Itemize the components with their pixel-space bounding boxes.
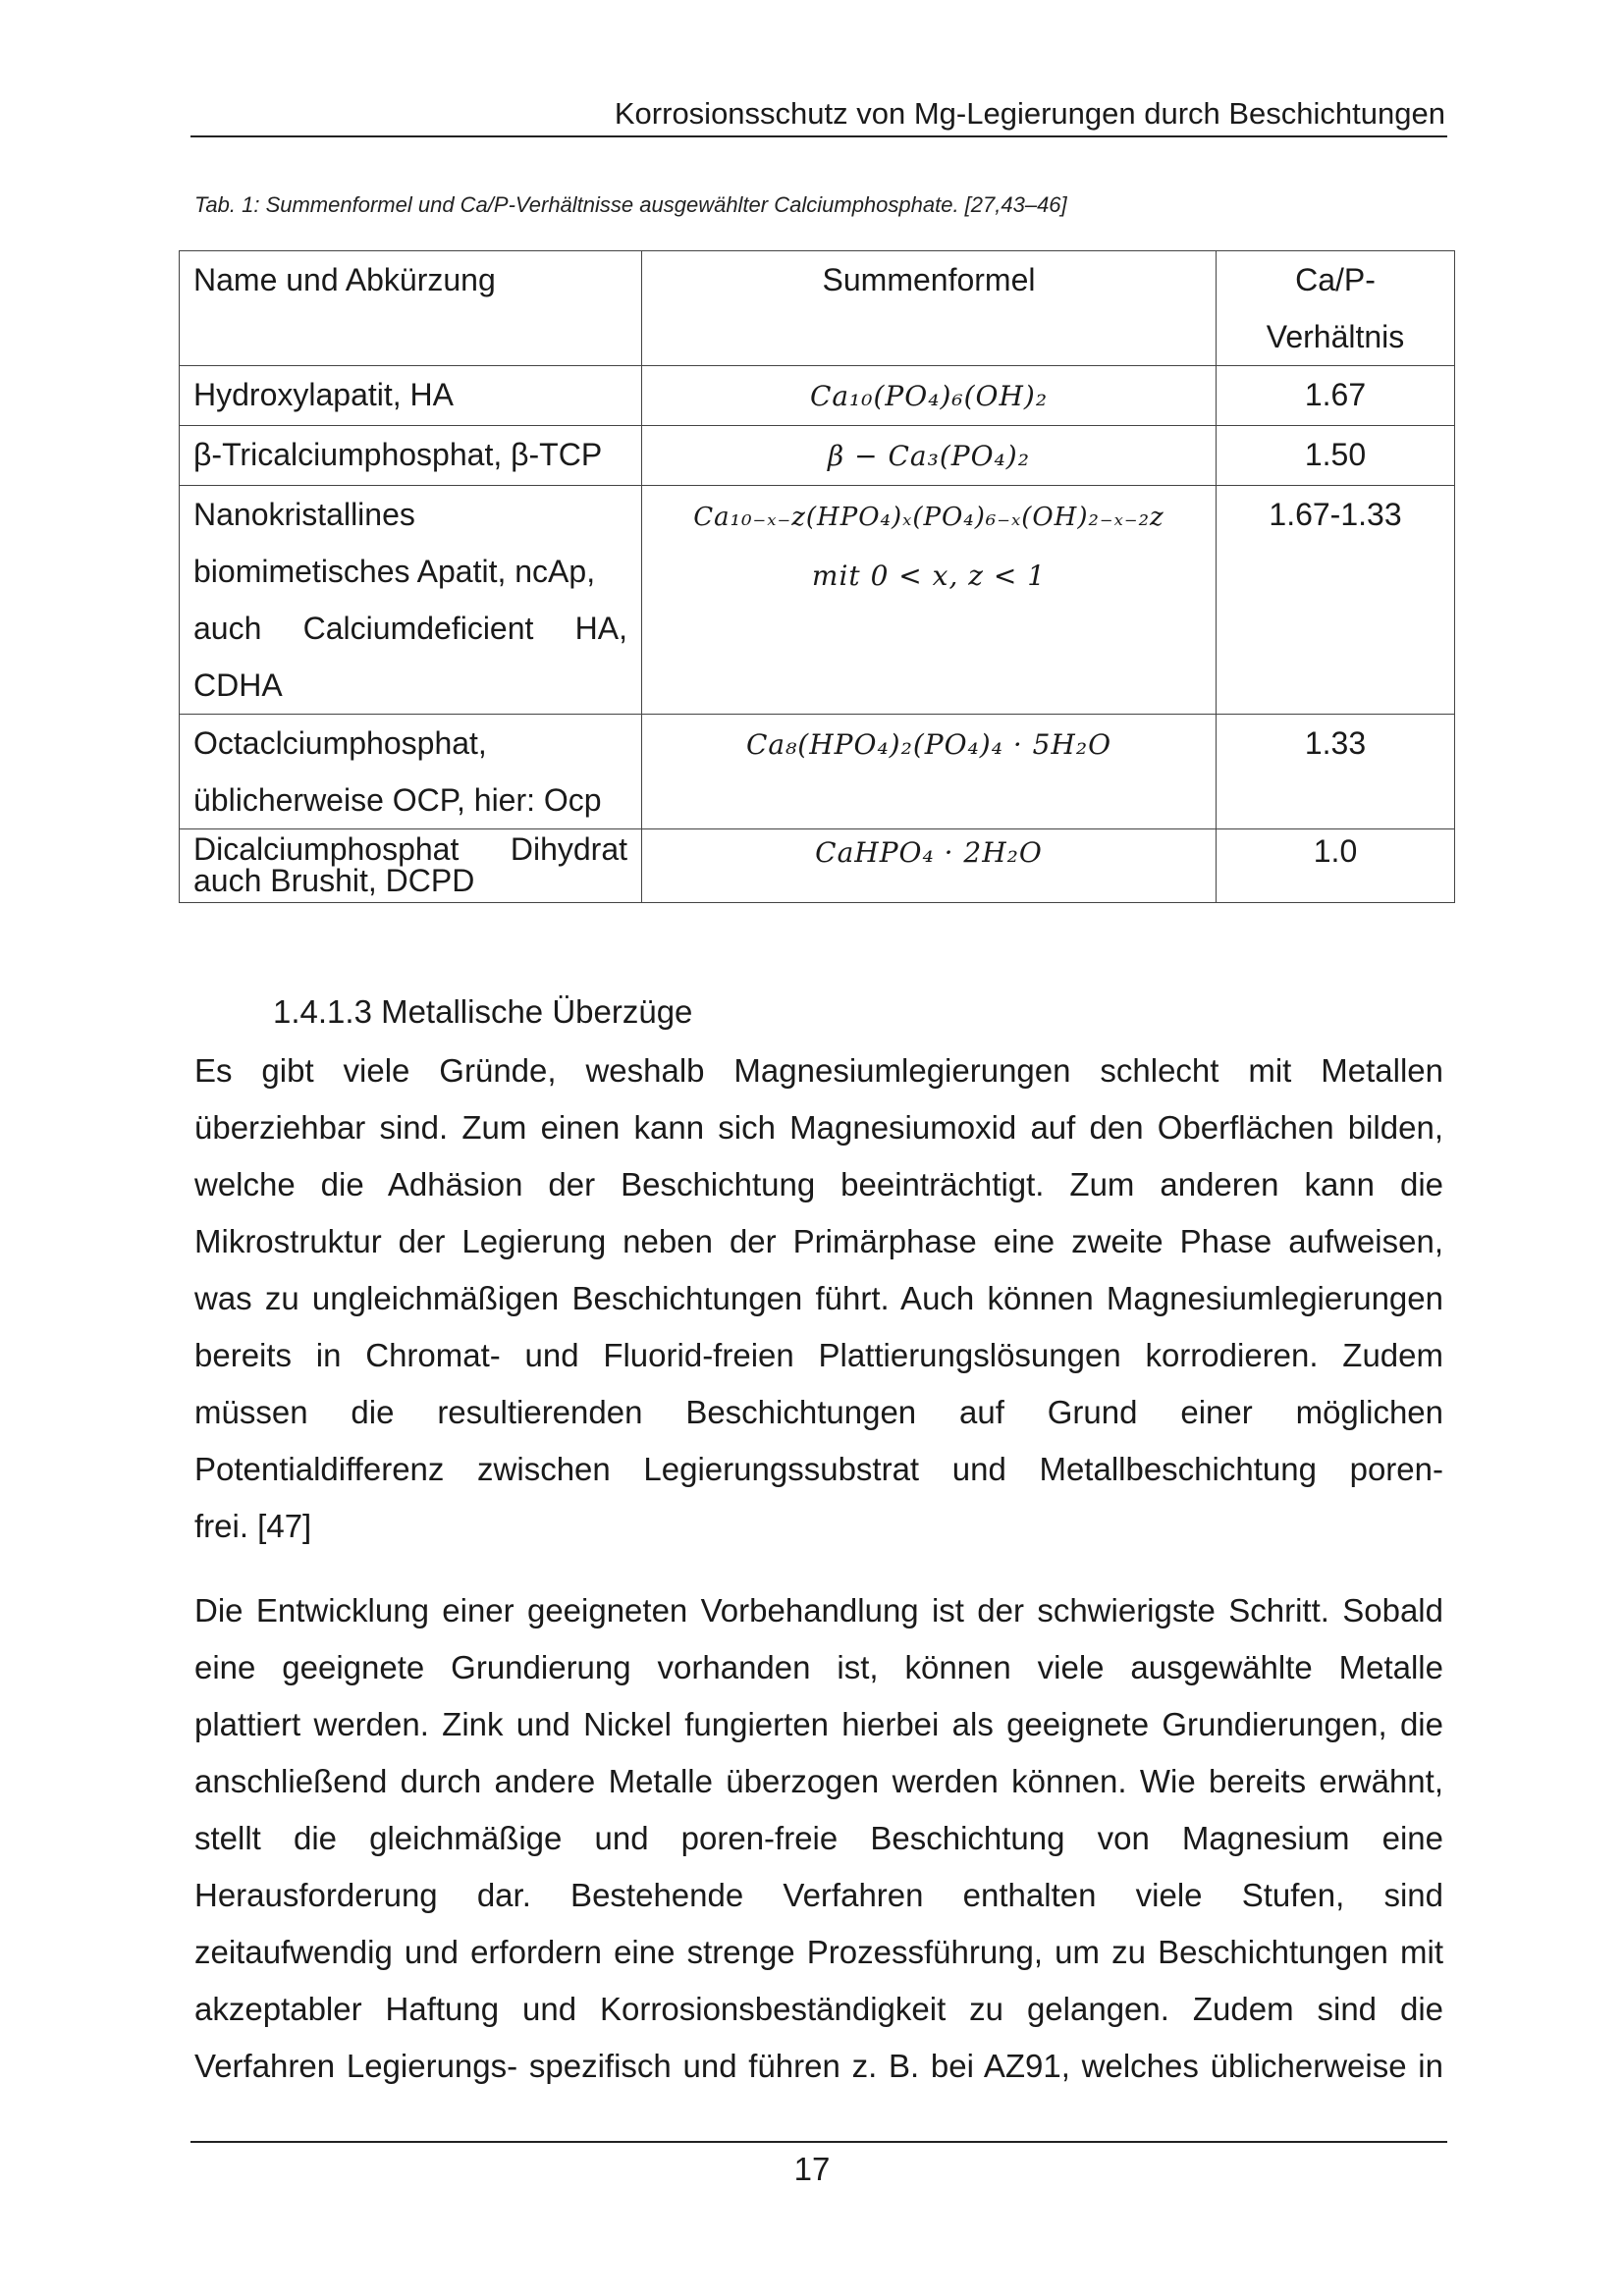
paragraph-line: frei. [47] (194, 1508, 312, 1544)
paragraph-line: überziehbar sind. Zum einen kann sich Magnesiumoxid auf den Oberflächen bilden, (194, 1109, 1443, 1146)
table-row (180, 486, 1455, 715)
row-name (180, 715, 642, 829)
row-formula (642, 829, 1217, 903)
formula-ocp: Ca₈(HPO₄)₂(PO₄)₄ · 5H₂O (745, 728, 1112, 761)
row-ratio: 1.50 (1217, 426, 1455, 486)
table-caption: Tab. 1: Summenformel und Ca/P-Verhältnisse ausgewählter Calciumphosphate. [27,43–46] (194, 192, 1067, 217)
paragraph-line: plattiert werden. Zink und Nickel fungierten hierbei als geeignete Grundierungen, die (194, 1706, 1443, 1742)
page-number: 17 (793, 2151, 831, 2187)
row-name: Hydroxylapatit, HA (180, 366, 642, 426)
paragraph-line: welche die Adhäsion der Beschichtung beeinträchtigt. Zum anderen kann die (194, 1166, 1443, 1202)
footer-rule (190, 2141, 1447, 2143)
paragraph-line: akzeptabler Haftung und Korrosionsbeständigkeit zu gelangen. Zudem sind die (194, 1991, 1443, 2027)
row-name (180, 829, 642, 903)
row-name (180, 486, 642, 715)
formula-tcp: β − Ca₃(PO₄)₂ (828, 440, 1030, 472)
row-name-line: Nanokristallines (193, 497, 415, 532)
table-row (180, 715, 1455, 829)
table-row (180, 426, 1455, 486)
paragraph-line: Herausforderung dar. Bestehende Verfahren enthalten viele Stufen, sind (194, 1877, 1443, 1913)
row-name-line: biomimetisches Apatit, ncAp, (193, 554, 596, 589)
paragraph-line: Mikrostruktur der Legierung neben der Primärphase eine zweite Phase aufweisen, (194, 1223, 1443, 1259)
paragraph-line: Verfahren Legierungs- spezifisch und führen z. B. bei AZ91, welches üblicherweise in (194, 2048, 1443, 2084)
header-ratio-line-1: Ca/P- (1295, 262, 1376, 297)
paragraph-line: Die Entwicklung einer geeigneten Vorbehandlung ist der schwierigste Schritt. Sobald (194, 1592, 1443, 1629)
row-name-line: auch Calciumdeficient HA, (193, 611, 627, 646)
paragraph-line: bereits in Chromat- und Fluorid-freien Plattierungslösungen korrodieren. Zudem (194, 1337, 1443, 1373)
section-heading: 1.4.1.3 Metallische Überzüge (273, 993, 693, 1030)
row-name-line: Octaclciumphosphat, (193, 725, 487, 761)
row-formula (642, 486, 1217, 715)
row-name-line: Dicalciumphosphat Dihydrat (193, 831, 627, 867)
calcium-phosphate-table (179, 250, 1455, 903)
formula-ha: Ca₁₀(PO₄)₆(OH)₂ (809, 380, 1049, 412)
paragraph-line: müssen die resultierenden Beschichtungen auf Grund einer möglichen (194, 1394, 1443, 1430)
row-ratio: 1.33 (1217, 715, 1455, 829)
paragraph-2 (194, 1582, 1443, 2095)
row-ratio: 1.0 (1217, 829, 1455, 903)
header-ratio (1217, 251, 1455, 366)
header-rule (190, 135, 1447, 137)
table-header-row (180, 251, 1455, 366)
formula-ncap: Ca₁₀₋ₓ₋z(HPO₄)ₓ(PO₄)₆₋ₓ(OH)₂₋ₓ₋₂z (693, 503, 1164, 532)
paragraph-line: was zu ungleichmäßigen Beschichtungen führt. Auch können Magnesiumlegierungen (194, 1280, 1443, 1316)
row-name-line: üblicherweise OCP, hier: Ocp (193, 782, 602, 818)
paragraph-line: anschließend durch andere Metalle überzogen werden können. Wie bereits erwähnt, (194, 1763, 1443, 1799)
row-formula (642, 715, 1217, 829)
paragraph-line: Potentialdifferenz zwischen Legierungssubstrat und Metallbeschichtung poren- (194, 1451, 1443, 1487)
row-name-line: auch Brushit, DCPD (193, 863, 475, 898)
header-ratio-line-2: Verhältnis (1266, 319, 1405, 354)
formula-dcpd: CaHPO₄ · 2H₂O (815, 836, 1043, 869)
paragraph-1 (194, 1042, 1443, 1555)
table-row (180, 366, 1455, 426)
paragraph-line: zeitaufwendig und erfordern eine strenge Prozessführung, um zu Beschichtungen mit (194, 1934, 1443, 1970)
header-formula: Summenformel (642, 251, 1217, 366)
formula-ncap-condition: mit 0 < x, z < 1 (811, 560, 1047, 592)
header-name: Name und Abkürzung (180, 251, 642, 366)
running-header: Korrosionsschutz von Mg-Legierungen durch Beschichtungen (614, 96, 1445, 131)
row-ratio: 1.67-1.33 (1217, 486, 1455, 715)
row-formula (642, 426, 1217, 486)
row-name: β-Tricalciumphosphat, β-TCP (180, 426, 642, 486)
paragraph-line: stellt die gleichmäßige und poren-freie Beschichtung von Magnesium eine (194, 1820, 1443, 1856)
paragraph-line: Es gibt viele Gründe, weshalb Magnesiumlegierungen schlecht mit Metallen (194, 1052, 1443, 1089)
row-name-line: CDHA (193, 667, 283, 703)
table-row (180, 829, 1455, 903)
paragraph-line: eine geeignete Grundierung vorhanden ist, können viele ausgewählte Metalle (194, 1649, 1443, 1685)
row-formula (642, 366, 1217, 426)
row-ratio: 1.67 (1217, 366, 1455, 426)
